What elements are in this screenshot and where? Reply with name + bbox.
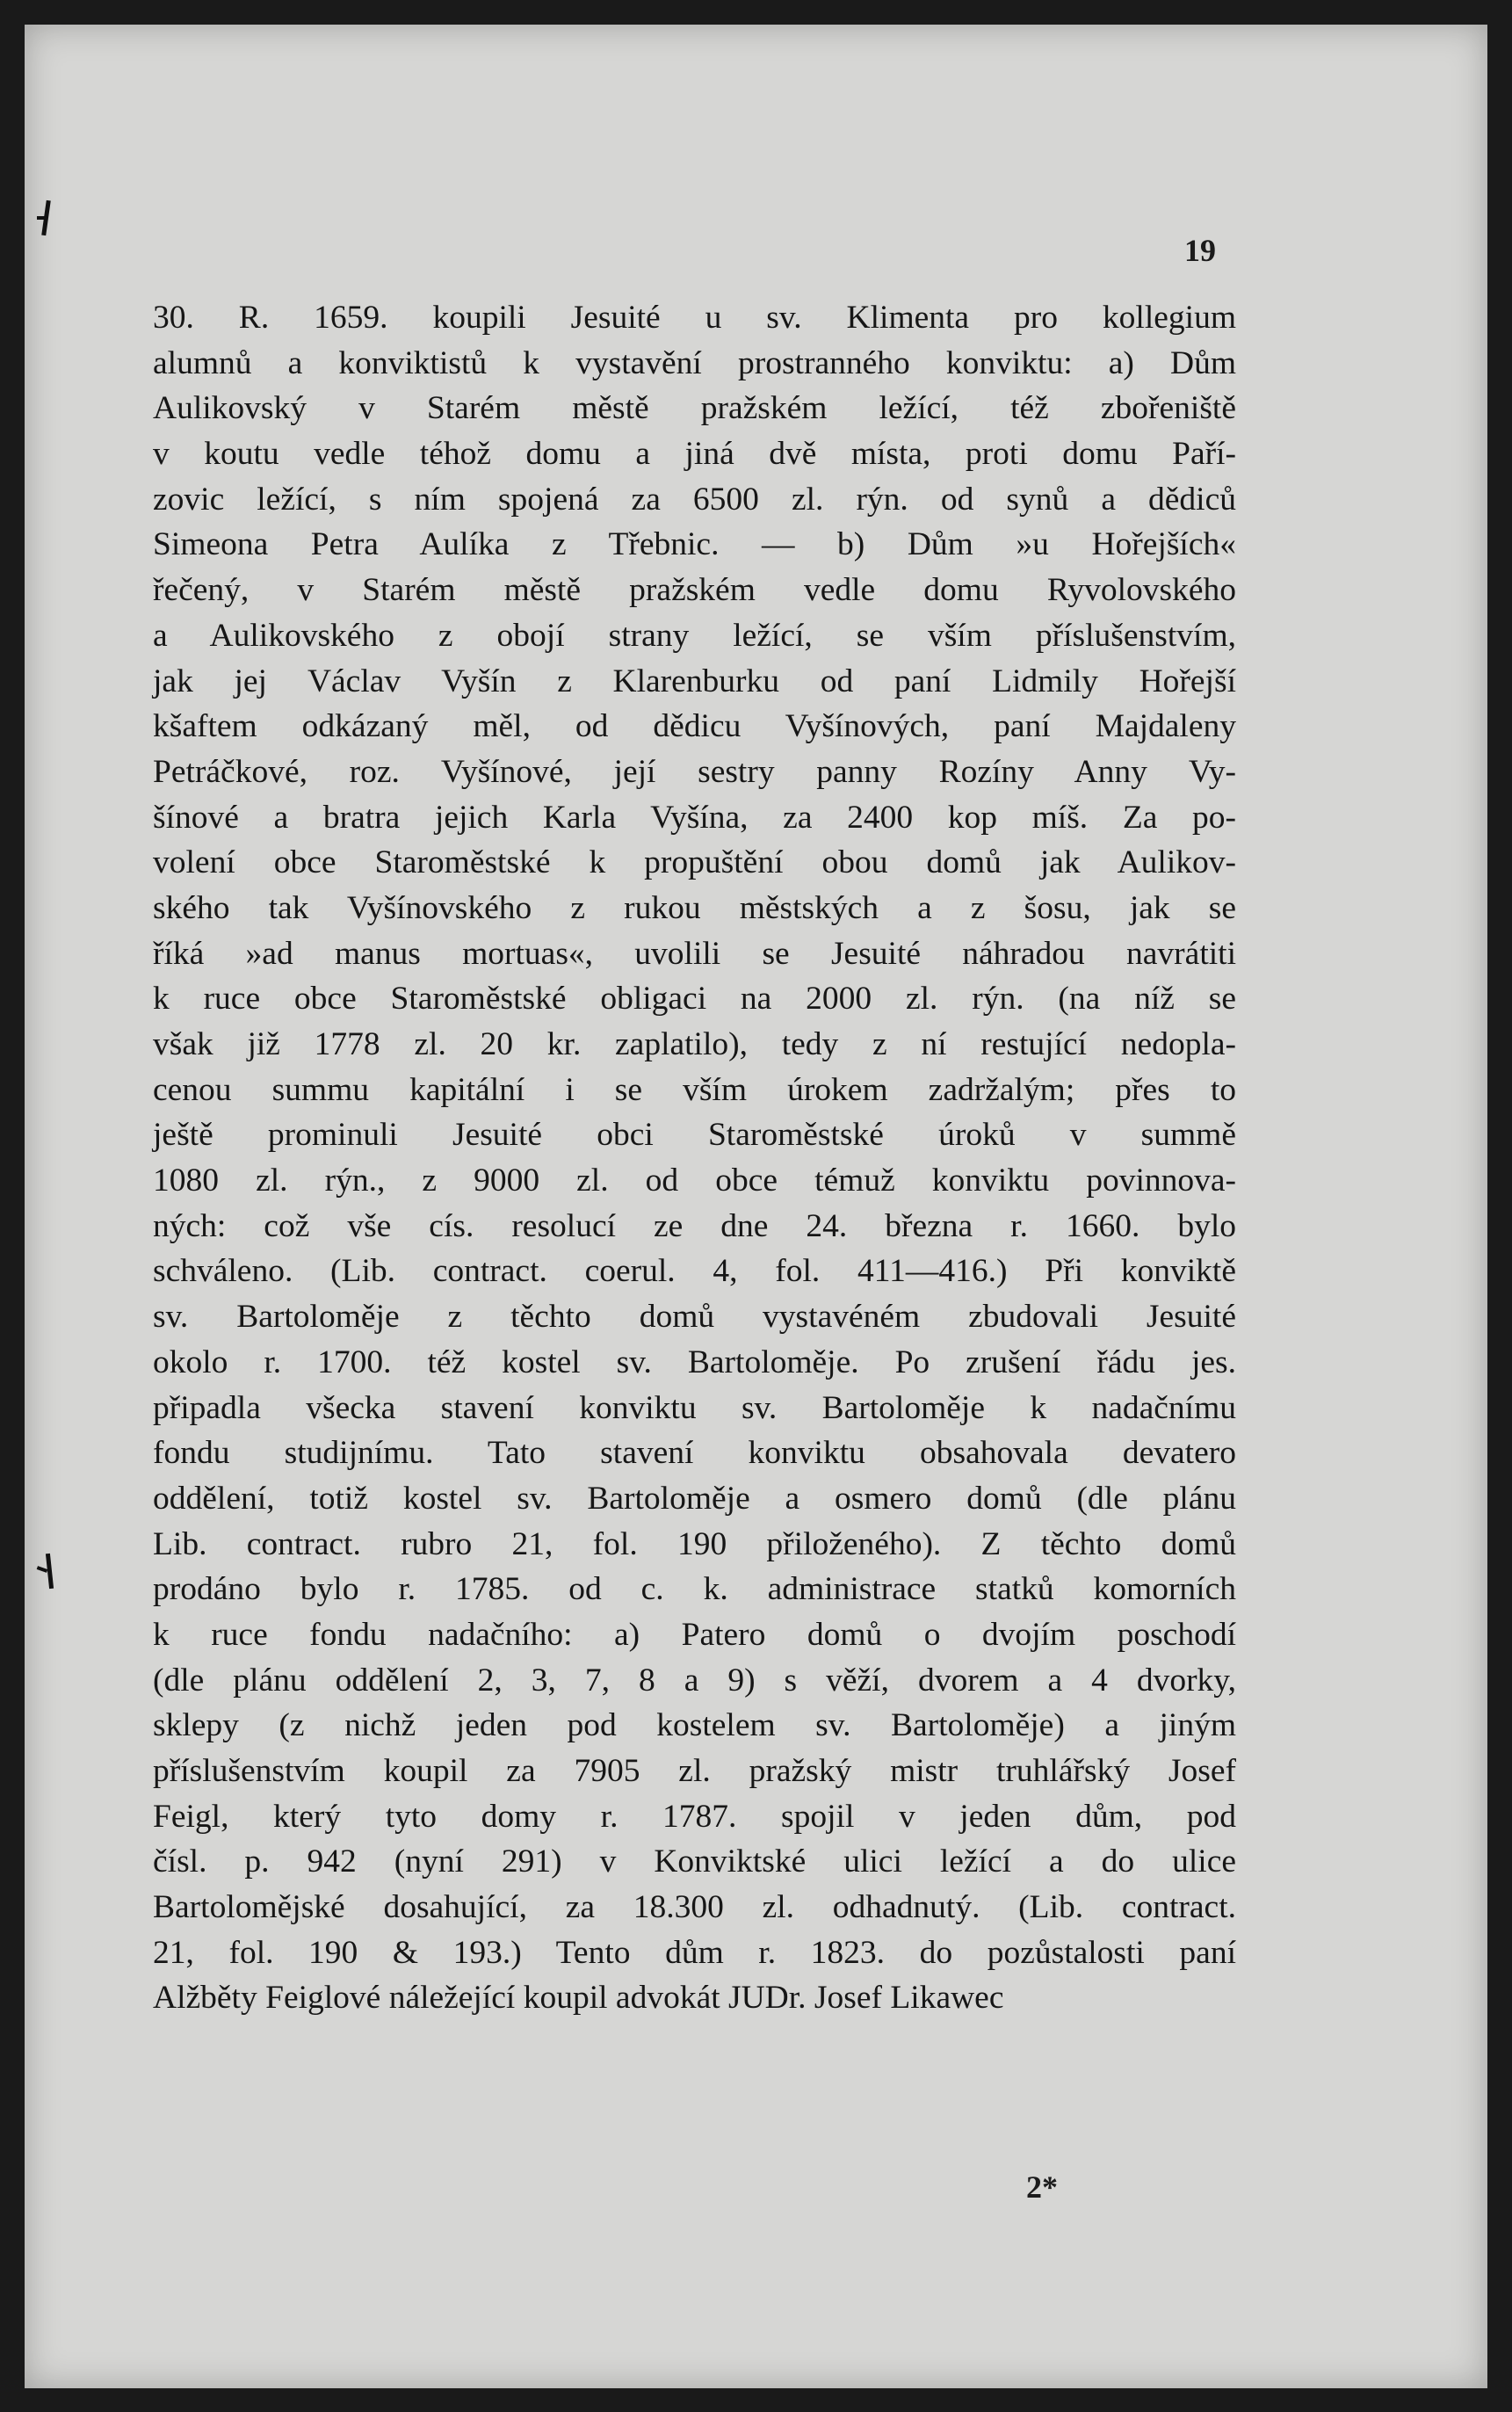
- text-line: sv. Bartoloměje z těchto domů vystavéném zbudovali Jesuité: [153, 1299, 1236, 1336]
- text-line: Lib. contract. rubro 21, fol. 190 přiloženého). Z těchto domů: [153, 1525, 1236, 1562]
- text-line: ského tak Vyšínovského z rukou městských a z šosu, jak se: [153, 889, 1236, 926]
- margin-mark: [35, 200, 58, 235]
- text-line: Alžběty Feiglové náležející koupil advokát JUDr. Josef Likawec: [153, 1980, 1004, 2017]
- page-number: 19: [1184, 233, 1216, 268]
- text-line: příslušenstvím koupil za 7905 zl. pražský mistr truhlářský Josef: [153, 1753, 1236, 1789]
- text-line: alumnů a konviktistů k vystavění prostranného konviktu: a) Dům: [153, 344, 1236, 381]
- text-line: však již 1778 zl. 20 kr. zaplatilo), tedy z ní restující nedopla-: [153, 1026, 1236, 1062]
- text-line: k ruce obce Staroměstské obligaci na 2000 zl. rýn. (na níž se: [153, 981, 1236, 1018]
- text-line: ještě prominuli Jesuité obci Staroměstské úroků v summě: [153, 1117, 1236, 1154]
- text-line: k ruce fondu nadačního: a) Patero domů o dvojím poschodí: [153, 1616, 1236, 1653]
- text-line: Petráčkové, roz. Vyšínové, její sestry panny Rozíny Anny Vy-: [153, 753, 1236, 790]
- text-line: volení obce Staroměstské k propuštění obou domů jak Aulikov-: [153, 844, 1236, 881]
- text-line: v koutu vedle téhož domu a jiná dvě místa, proti domu Paří-: [153, 436, 1236, 473]
- text-line: fondu studijnímu. Tato stavení konviktu obsahovala devatero: [153, 1435, 1236, 1472]
- text-line: (dle plánu oddělení 2, 3, 7, 8 a 9) s věží, dvorem a 4 dvorky,: [153, 1662, 1236, 1699]
- text-line: čísl. p. 942 (nyní 291) v Konviktské ulici ležící a do ulice: [153, 1843, 1236, 1880]
- text-line: 1080 zl. rýn., z 9000 zl. od obce témuž konviktu povinnova-: [153, 1163, 1236, 1199]
- text-line: Bartolomějské dosahující, za 18.300 zl. odhadnutý. (Lib. contract.: [153, 1889, 1236, 1926]
- text-line: řečený, v Starém městě pražském vedle domu Ryvolovského: [153, 572, 1236, 609]
- text-line: oddělení, totiž kostel sv. Bartoloměje a osmero domů (dle plánu: [153, 1480, 1236, 1517]
- text-line: kšaftem odkázaný měl, od dědicu Vyšínových, paní Majdaleny: [153, 708, 1236, 745]
- text-line: říká »ad manus mortuas«, uvolili se Jesuité náhradou navrátiti: [153, 935, 1236, 972]
- body-text: [153, 295, 1236, 2021]
- text-line: jak jej Václav Vyšín z Klarenburku od paní Lidmily Hořejší: [153, 663, 1236, 699]
- text-line: 21, fol. 190 & 193.) Tento dům r. 1823. do pozůstalosti paní: [153, 1934, 1236, 1971]
- text-line: Feigl, který tyto domy r. 1787. spojil v jeden dům, pod: [153, 1798, 1236, 1835]
- text-line: 30. R. 1659. koupili Jesuité u sv. Klimenta pro kollegium: [153, 300, 1236, 336]
- signature-mark: 2*: [1026, 2169, 1058, 2205]
- text-line: Simeona Petra Aulíka z Třebnic. — b) Dům »u Hořejších«: [153, 526, 1236, 563]
- text-line: sklepy (z nichž jeden pod kostelem sv. Bartoloměje) a jiným: [153, 1707, 1236, 1744]
- text-line: prodáno bylo r. 1785. od c. k. administrace statků komorních: [153, 1571, 1236, 1608]
- text-line: a Aulikovského z obojí strany ležící, se vším příslušenstvím,: [153, 617, 1236, 654]
- margin-mark: [37, 1554, 60, 1589]
- text-line: schváleno. (Lib. contract. coerul. 4, fol. 411—416.) Při konviktě: [153, 1253, 1236, 1290]
- text-line: připadla všecka stavení konviktu sv. Bartoloměje k nadačnímu: [153, 1389, 1236, 1426]
- text-line: ných: což vše cís. resolucí ze dne 24. března r. 1660. bylo: [153, 1207, 1236, 1244]
- text-line: Aulikovský v Starém městě pražském ležící, též zbořeniště: [153, 390, 1236, 427]
- book-page: [25, 25, 1487, 2388]
- text-line: šínové a bratra jejich Karla Vyšína, za 2400 kop míš. Za po-: [153, 799, 1236, 836]
- text-line: cenou summu kapitální i se vším úrokem zadržalým; přes to: [153, 1071, 1236, 1108]
- text-line: zovic ležící, s ním spojená za 6500 zl. rýn. od synů a dědiců: [153, 481, 1236, 518]
- text-line: okolo r. 1700. též kostel sv. Bartoloměje. Po zrušení řádu jes.: [153, 1344, 1236, 1380]
